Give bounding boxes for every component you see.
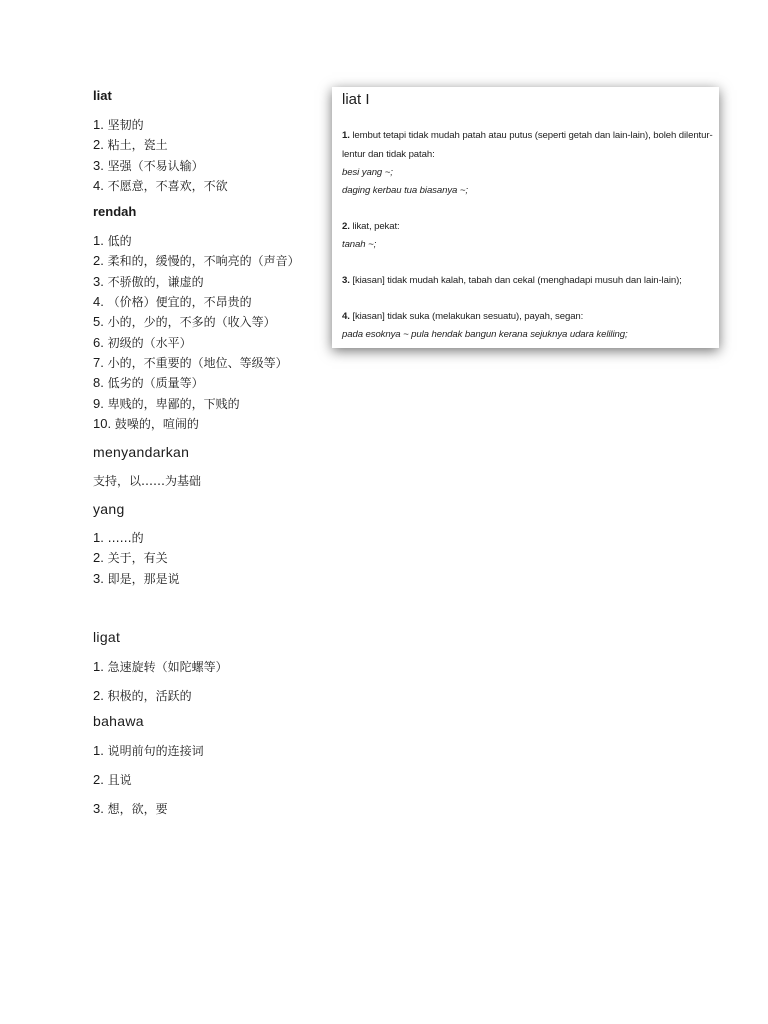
list-item: 4. （价格）便宜的，不昂贵的: [93, 294, 252, 310]
dictionary-card-title: liat I: [342, 91, 370, 108]
list-item: 3. 想，欲，要: [93, 801, 168, 817]
list-item: 2. 柔和的，缓慢的，不响亮的（声音）: [93, 253, 300, 269]
entry-heading-rendah: rendah: [93, 204, 137, 220]
list-item: 1. 坚韧的: [93, 117, 144, 132]
entry-list-ligat: [93, 657, 353, 707]
dictionary-card: [332, 87, 719, 348]
card-example: pada esoknya ~ pula hendak bangun kerana sejuknya udara keliling;: [342, 329, 628, 340]
list-item: 3. 坚强（不易认输）: [93, 157, 204, 173]
entry-heading-bahawa: bahawa: [93, 712, 144, 729]
list-item: 9. 卑贱的，卑鄙的，下贱的: [93, 395, 240, 411]
list-item: 3. 即是，那是说: [93, 570, 180, 586]
card-line: 2. likat, pekat:: [342, 221, 400, 232]
list-item: 1. ……的: [93, 530, 144, 546]
card-example: daging kerbau tua biasanya ~;: [342, 185, 468, 196]
card-example: besi yang ~;: [342, 167, 393, 178]
list-item: 8. 低劣的（质量等）: [93, 375, 204, 391]
list-item: 2. 且说: [93, 771, 132, 787]
list-item: 2. 积极的，活跃的: [93, 688, 192, 704]
list-item: 2. 粘土，瓷土: [93, 137, 168, 153]
card-line: 1. lembut tetapi tidak mudah patah atau putus (seperti getah dan lain-lain), boleh dilentur-: [342, 130, 713, 141]
list-item: 1. 说明前句的连接词: [93, 742, 204, 758]
list-item: 1. 急速旋转（如陀螺等）: [93, 659, 228, 675]
glossary-document: [93, 86, 353, 820]
card-line: 4. [kiasan] tidak suka (melakukan sesuatu), payah, segan:: [342, 311, 584, 322]
list-item: 5. 小的，少的，不多的（收入等）: [93, 314, 276, 330]
card-example: tanah ~;: [342, 239, 377, 250]
entry-heading-liat: liat: [93, 88, 112, 103]
entry-heading-menyandarkan: menyandarkan: [93, 444, 190, 461]
entry-heading-yang: yang: [93, 501, 125, 518]
list-item: 6. 初级的（水平）: [93, 334, 192, 350]
list-item: 10. 鼓噪的，喧闹的: [93, 415, 199, 431]
list-item: 3. 不骄傲的，谦虚的: [93, 273, 204, 289]
entry-heading-ligat: ligat: [93, 629, 121, 646]
entry-list-rendah: [93, 231, 353, 434]
entry-list-yang: [93, 528, 353, 589]
card-line: lentur dan tidak patah:: [342, 149, 435, 160]
list-item: 4. 不愿意，不喜欢，不欲: [93, 177, 228, 193]
list-item: 2. 关于，有关: [93, 550, 168, 566]
entry-text-menyandarkan: 支持，以……为基础: [93, 474, 202, 489]
entry-list-bahawa: [93, 741, 353, 820]
list-item: 7. 小的，不重要的（地位、等级等）: [93, 354, 288, 370]
card-line: 3. [kiasan] tidak mudah kalah, tabah dan cekal (menghadapi musuh dan lain-lain);: [342, 275, 682, 286]
entry-list-liat: [93, 115, 353, 196]
list-item: 1. 低的: [93, 233, 132, 249]
